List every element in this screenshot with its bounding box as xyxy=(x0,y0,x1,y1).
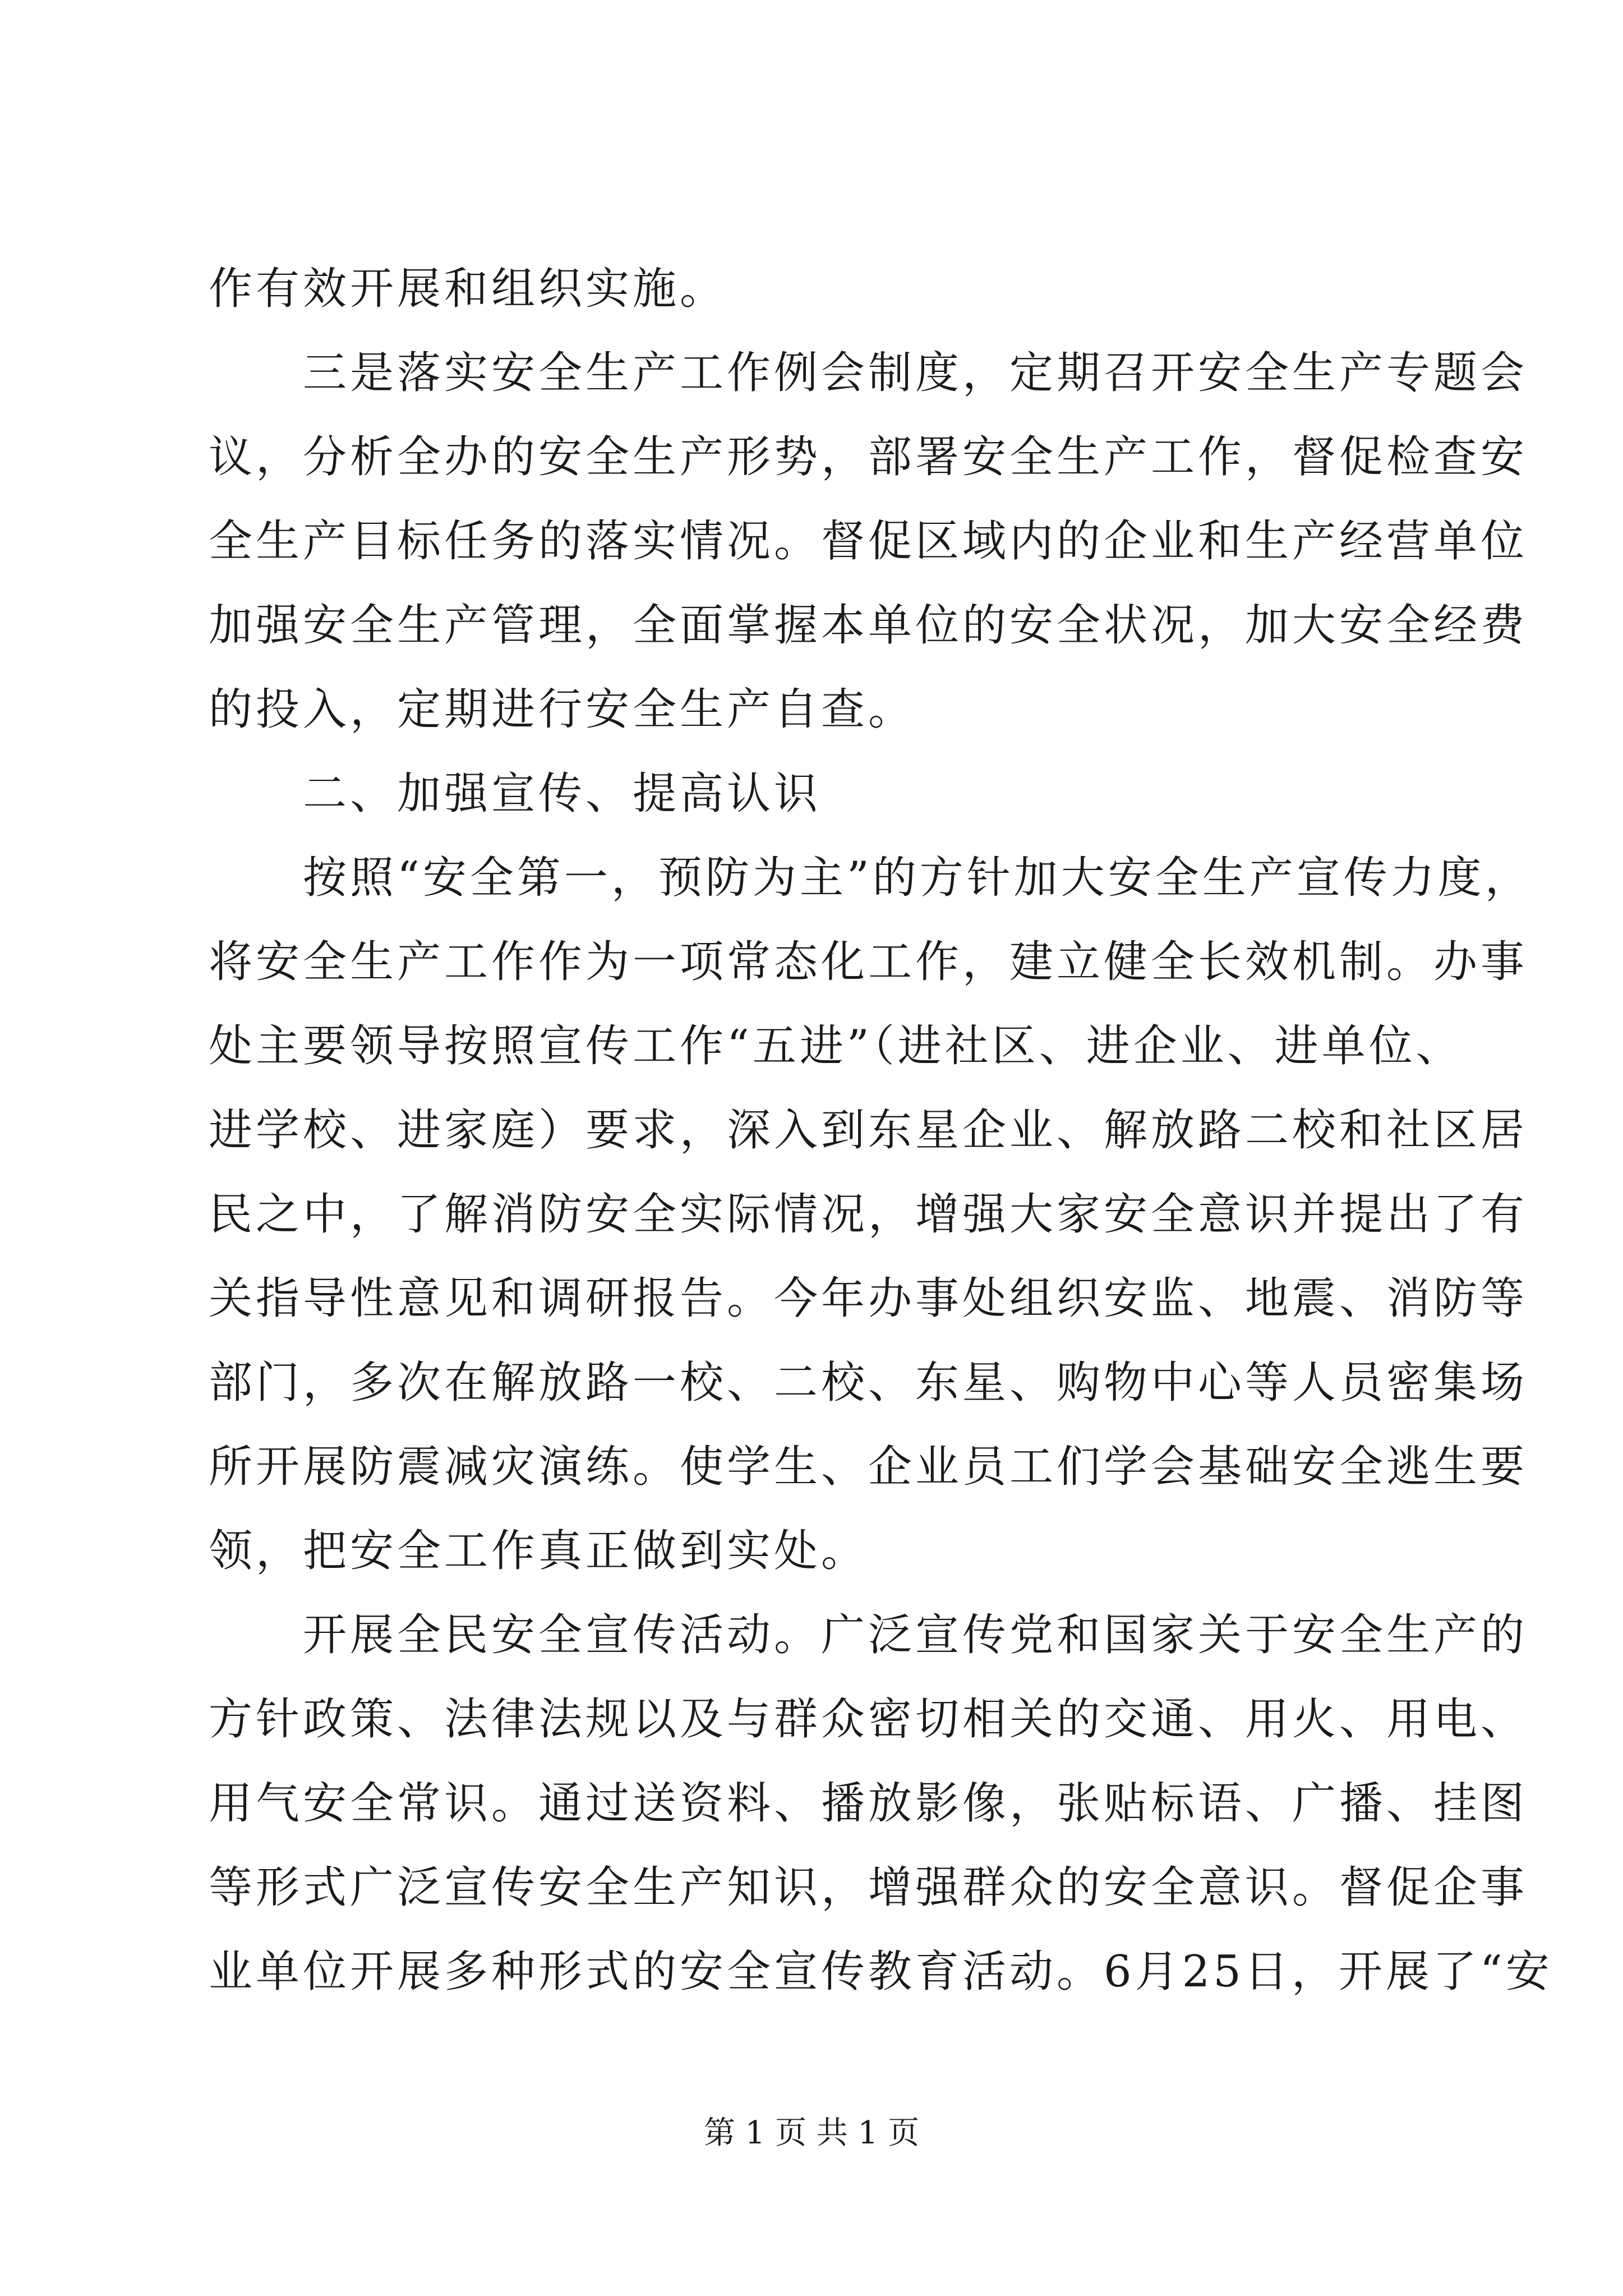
text-line: 作有效开展和组织实施。 xyxy=(209,264,727,314)
text-line: 方针政策、法律法规以及与群众密切相关的交通、用火、用电、 xyxy=(209,1694,1528,1745)
text-line: 将安全生产工作作为一项常态化工作，建立健全长效机制。办事 xyxy=(209,937,1528,987)
text-line: 所开展防震减灾演练。使学生、企业员工们学会基础安全逃生要 xyxy=(209,1442,1528,1492)
paragraph-start-line: 开展全民安全宣传活动。广泛宣传党和国家关于安全生产的 xyxy=(303,1610,1528,1660)
text-line: 全生产目标任务的落实情况。督促区域内的企业和生产经营单位 xyxy=(209,516,1528,567)
text-line: 进学校、进家庭）要求，深入到东星企业、解放路二校和社区居 xyxy=(209,1105,1528,1156)
text-line: 的投入，定期进行安全生产自查。 xyxy=(209,684,916,735)
text-line: 关指导性意见和调研报告。今年办事处组织安监、地震、消防等 xyxy=(209,1273,1528,1324)
document-body xyxy=(209,247,1553,2014)
section-heading: 二、加强宣传、提高认识 xyxy=(303,769,822,819)
text-line: 用气安全常识。通过送资料、播放影像，张贴标语、广播、挂图 xyxy=(209,1778,1528,1829)
text-line: 处主要领导按照宣传工作“五进”（进社区、进企业、进单位、 xyxy=(209,1021,1463,1071)
text-line: 业单位开展多种形式的安全宣传教育活动。6月25日，开展了“安 xyxy=(209,1947,1553,1997)
text-line: 领，把安全工作真正做到实处。 xyxy=(209,1526,869,1576)
text-line: 等形式广泛宣传安全生产知识，增强群众的安全意识。督促企事 xyxy=(209,1862,1528,1913)
paragraph-start-line: 按照“安全第一，预防为主”的方针加大安全生产宣传力度， xyxy=(303,853,1532,903)
paragraph-start-line: 三是落实安全生产工作例会制度，定期召开安全生产专题会 xyxy=(303,348,1528,398)
text-line: 加强安全生产管理，全面掌握本单位的安全状况，加大安全经费 xyxy=(209,600,1528,651)
text-line: 民之中，了解消防安全实际情况，增强大家安全意识并提出了有 xyxy=(209,1189,1528,1240)
text-line: 议，分析全办的安全生产形势，部署安全生产工作，督促检查安 xyxy=(209,432,1528,482)
text-line: 部门，多次在解放路一校、二校、东星、购物中心等人员密集场 xyxy=(209,1358,1528,1408)
page-number-footer: 第 1 页 共 1 页 xyxy=(703,2115,920,2151)
